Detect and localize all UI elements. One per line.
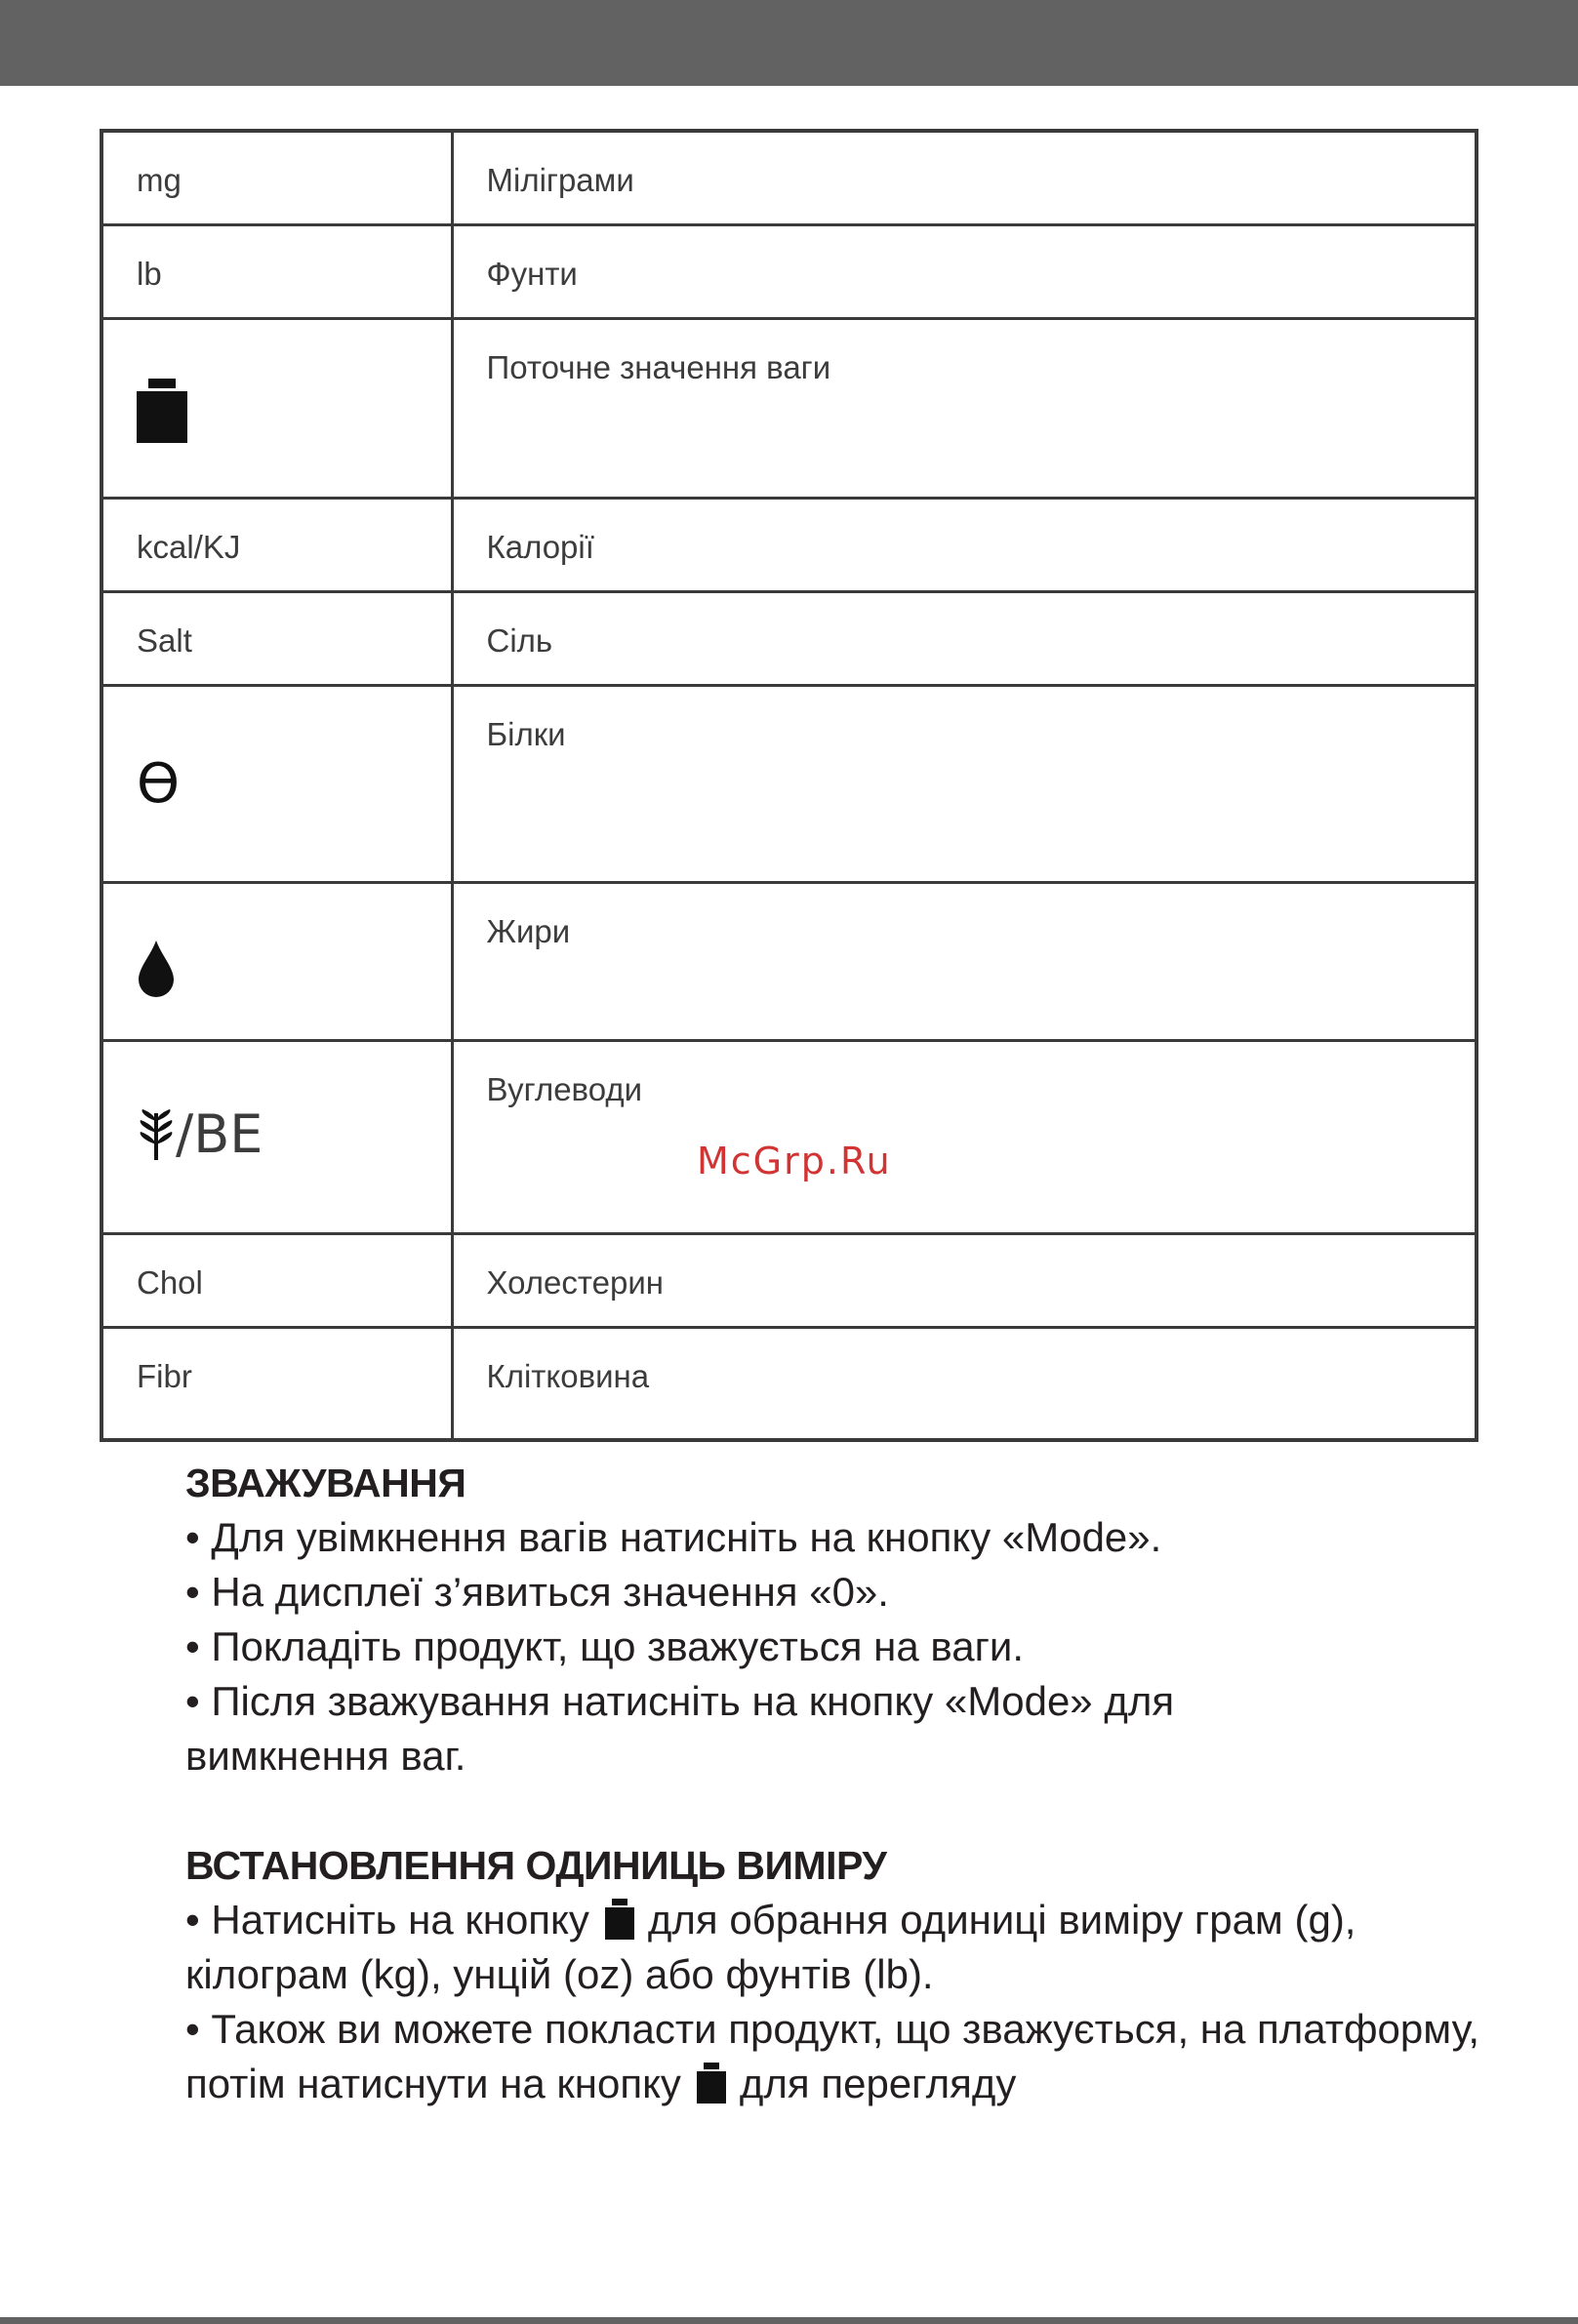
symbol-cell: Chol	[101, 1233, 452, 1327]
weighing-section	[185, 1456, 1483, 1783]
meaning-cell: Поточне значення ваги	[452, 318, 1477, 498]
symbol-cell	[101, 882, 452, 1040]
carb-symbol-text: /BE	[176, 1103, 263, 1166]
watermark: McGrp.Ru	[697, 1140, 892, 1182]
section-heading: ВСТАНОВЛЕННЯ ОДИНИЦЬ ВИМІРУ	[185, 1843, 887, 1888]
meaning-cell: Білки	[452, 685, 1477, 882]
wheat-icon	[137, 1107, 176, 1162]
symbol-cell: Fibr	[101, 1327, 452, 1440]
bullet-text: для перегляду	[739, 2061, 1017, 2106]
bullet-item: • Для увімкнення вагів натисніть на кнопку «Mode».	[185, 1514, 1162, 1560]
symbol-cell: mg	[101, 131, 452, 224]
meaning-cell: Калорії	[452, 498, 1477, 591]
symbol-cell	[101, 685, 452, 882]
protein-icon: ϴ	[137, 751, 181, 816]
meaning-cell: Клітковина	[452, 1327, 1477, 1440]
bullet-text: • Натисніть на кнопку	[185, 1897, 589, 1943]
meaning-cell: Сіль	[452, 591, 1477, 685]
table-row	[101, 1327, 1477, 1440]
meaning-cell: Міліграми	[452, 131, 1477, 224]
bullet-item	[185, 2002, 1483, 2111]
meaning-cell: Фунти	[452, 224, 1477, 318]
weight-icon	[697, 2063, 726, 2104]
bullet-text: • Також ви можете покласти продукт, що зважується, на платформу, потім натиснути на кнопку	[185, 2006, 1480, 2106]
symbol-cell: Salt	[101, 591, 452, 685]
table-row	[101, 1233, 1477, 1327]
bullet-item: • На дисплеї з’явиться значення «0».	[185, 1569, 889, 1615]
footer-bar	[0, 2317, 1578, 2324]
table-row	[101, 318, 1477, 498]
table-row	[101, 224, 1477, 318]
table-row	[101, 882, 1477, 1040]
weight-icon	[137, 379, 187, 443]
drop-icon	[137, 939, 176, 997]
bullet-item: • Покладіть продукт, що зважується на ваги.	[185, 1623, 1025, 1669]
table-row	[101, 498, 1477, 591]
symbol-cell: lb	[101, 224, 452, 318]
table-row	[101, 131, 1477, 224]
symbol-cell	[101, 318, 452, 498]
meaning-cell: Вуглеводи	[452, 1040, 1477, 1233]
weight-icon	[605, 1899, 634, 1940]
table-row	[101, 591, 1477, 685]
header-bar	[0, 0, 1578, 86]
table-row	[101, 685, 1477, 882]
bullet-item	[185, 1893, 1483, 2002]
units-section	[185, 1838, 1483, 2111]
bullet-item: • Після зважування натисніть на кнопку «Mode» для вимкнення ваг.	[185, 1678, 1175, 1779]
section-heading: ЗВАЖУВАННЯ	[185, 1461, 466, 1505]
symbol-legend-table	[100, 129, 1478, 1442]
meaning-cell: Холестерин	[452, 1233, 1477, 1327]
symbol-cell	[101, 1040, 452, 1233]
table-row	[101, 1040, 1477, 1233]
symbol-cell: kcal/KJ	[101, 498, 452, 591]
meaning-cell: Жири	[452, 882, 1477, 1040]
bullet-text: для обрання одиниці виміру грам (g), кілограм (kg), унцій (oz) або фунтів (lb).	[185, 1897, 1356, 1997]
